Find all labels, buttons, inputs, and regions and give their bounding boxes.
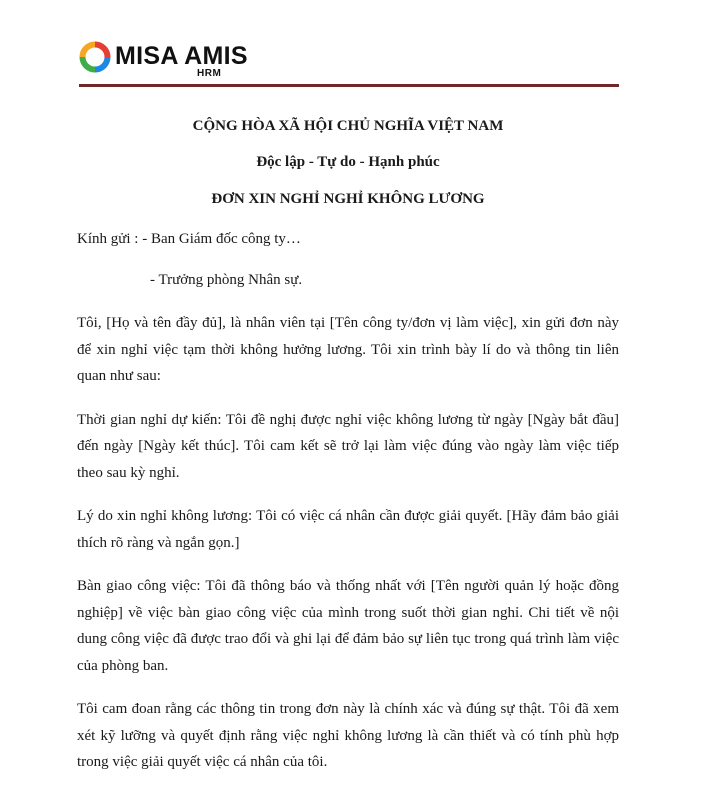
paragraph-reason: Lý do xin nghỉ không lương: Tôi có việc cá nhân cần được giải quyết. [Hãy đảm bảo giải thích rõ ràng và ngắn gọn.]	[77, 508, 619, 551]
paragraph-commitment: Tôi cam đoan rằng các thông tin trong đơn này là chính xác và đúng sự thật. Tôi đã xem xét kỹ lưỡng và quyết định rằng việc nghỉ không lương là cần thiết và có tính phù hợp trong việc giải quyết việc cá nhân của tôi.	[77, 701, 619, 770]
motto: Độc lập - Tự do - Hạnh phúc	[256, 154, 440, 170]
document-header	[79, 41, 279, 81]
document-body	[77, 110, 619, 776]
recipient-line-2: - Trưởng phòng Nhân sự.	[150, 271, 303, 288]
paragraph-leave-period: Thời gian nghỉ dự kiến: Tôi đề nghị được nghỉ việc không lương từ ngày [Ngày bắt đầu] đến ngày [Ngày kết thúc]. Tôi cam kết sẽ trở lại làm việc đúng vào ngày làm việc tiếp theo sau kỳ nghỉ.	[77, 411, 619, 481]
brand-name: MISA AMIS	[115, 42, 248, 70]
national-title: CỘNG HÒA XÃ HỘI CHỦ NGHĨA VIỆT NAM	[192, 118, 504, 134]
recipient-line-1: Kính gửi : - Ban Giám đốc công ty…	[77, 231, 301, 247]
header-divider	[79, 84, 619, 87]
brand-product: HRM	[197, 68, 222, 79]
misa-logo-icon	[79, 41, 111, 73]
paragraph-intro: Tôi, [Họ và tên đầy đủ], là nhân viên tại [Tên công ty/đơn vị làm việc], xin gửi đơn này để xin nghỉ việc tạm thời không hưởng lương. Tôi xin trình bày lí do và thông tin liên quan như sau:	[77, 315, 619, 384]
form-title: ĐƠN XIN NGHỈ NGHỈ KHÔNG LƯƠNG	[211, 191, 485, 207]
paragraph-handover: Bàn giao công việc: Tôi đã thông báo và thống nhất với [Tên người quản lý hoặc đồng nghiệp] về việc bàn giao công việc của mình trong suốt thời gian nghỉ. Chi tiết về nội dung công việc đã được trao đổi và ghi lại để đảm bảo sự liên tục trong quá trình làm việc của phòng ban.	[77, 578, 619, 674]
